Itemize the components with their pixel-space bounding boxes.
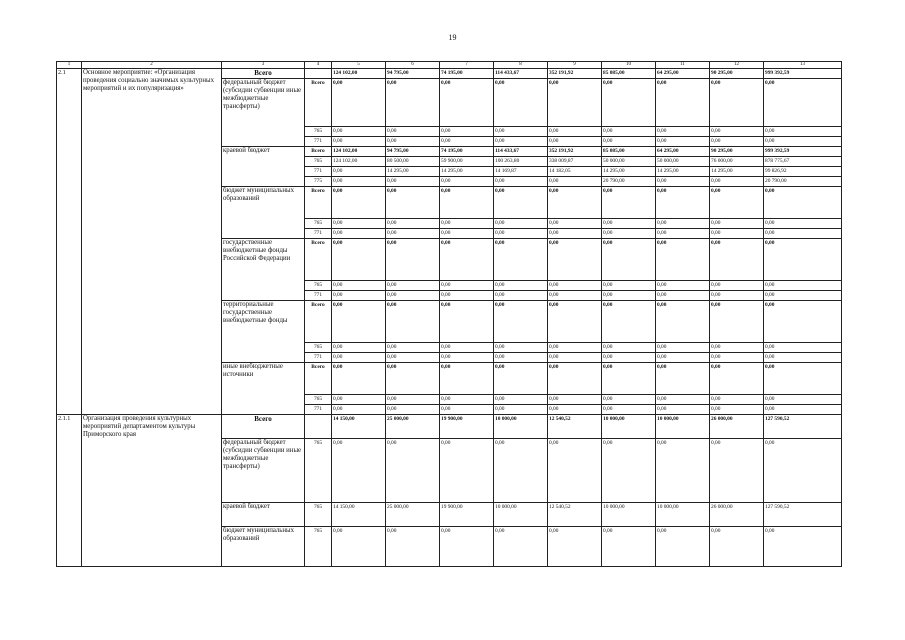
amount-cell: 0,00: [602, 229, 656, 239]
amount-cell: 0,00: [710, 137, 764, 147]
amount-cell: 0,00: [494, 79, 548, 127]
amount-cell: 352 191,92: [548, 147, 602, 157]
amount-cell: 0,00: [332, 187, 386, 219]
amount-cell: 0,00: [332, 229, 386, 239]
amount-cell: 0,00: [548, 281, 602, 291]
budget-code-cell: 771: [305, 291, 332, 301]
amount-cell: 0,00: [656, 291, 710, 301]
amount-cell: 0,00: [440, 229, 494, 239]
amount-cell: 0,00: [548, 405, 602, 415]
amount-cell: 26 000,00: [710, 415, 764, 439]
amount-cell: 0,00: [386, 281, 440, 291]
amount-cell: 0,00: [494, 239, 548, 281]
amount-cell: 0,00: [386, 239, 440, 281]
amount-cell: 0,00: [440, 219, 494, 229]
budget-code-cell: Всего: [305, 147, 332, 157]
amount-cell: 0,00: [440, 527, 494, 567]
amount-cell: 85 085,00: [602, 69, 656, 79]
amount-cell: 14 295,00: [440, 167, 494, 177]
amount-cell: 0,00: [656, 301, 710, 343]
funding-source-cell: краевой бюджет: [222, 147, 305, 187]
amount-cell: 0,00: [602, 301, 656, 343]
amount-cell: 74 195,00: [440, 69, 494, 79]
amount-cell: 0,00: [440, 281, 494, 291]
amount-cell: 0,00: [764, 353, 842, 363]
budget-code-cell: 765: [305, 157, 332, 167]
event-description-cell: Организация проведения культурных мероприятий департаментом культуры Приморского края: [82, 415, 222, 567]
amount-cell: 14 295,00: [386, 167, 440, 177]
amount-cell: 0,00: [386, 301, 440, 343]
amount-cell: 64 295,00: [656, 69, 710, 79]
amount-cell: 0,00: [494, 177, 548, 187]
column-header: 4: [305, 62, 332, 69]
budget-code-cell: Всего: [305, 79, 332, 127]
amount-cell: 0,00: [602, 405, 656, 415]
amount-cell: 0,00: [332, 127, 386, 137]
amount-cell: 0,00: [548, 187, 602, 219]
funding-source-cell: Всего: [222, 69, 305, 79]
amount-cell: 127 590,52: [764, 503, 842, 527]
amount-cell: 0,00: [548, 127, 602, 137]
amount-cell: 0,00: [710, 439, 764, 503]
amount-cell: 64 295,00: [656, 147, 710, 157]
amount-cell: 338 009,87: [548, 157, 602, 167]
amount-cell: 0,00: [656, 353, 710, 363]
amount-cell: 124 102,00: [332, 147, 386, 157]
budget-code-cell: Всего: [305, 187, 332, 219]
amount-cell: 90 295,00: [710, 69, 764, 79]
amount-cell: 0,00: [440, 405, 494, 415]
event-description-cell: Основное мероприятие: «Организация проведения социально значимых культурных мероприятий и их популяризация»: [82, 69, 222, 415]
amount-cell: 20 790,00: [764, 177, 842, 187]
budget-table: [56, 61, 842, 567]
amount-cell: 0,00: [656, 527, 710, 567]
amount-cell: 0,00: [440, 439, 494, 503]
amount-cell: 0,00: [332, 395, 386, 405]
budget-code-cell: [305, 69, 332, 79]
amount-cell: 10 000,00: [656, 415, 710, 439]
column-header: 9: [548, 62, 602, 69]
amount-cell: 0,00: [440, 137, 494, 147]
column-header: 8: [494, 62, 548, 69]
amount-cell: 0,00: [656, 239, 710, 281]
amount-cell: 26 000,00: [710, 503, 764, 527]
amount-cell: 0,00: [440, 301, 494, 343]
amount-cell: 0,00: [332, 301, 386, 343]
amount-cell: 0,00: [332, 353, 386, 363]
amount-cell: 0,00: [548, 229, 602, 239]
amount-cell: 0,00: [332, 439, 386, 503]
amount-cell: 19 900,00: [440, 503, 494, 527]
budget-code-cell: 771: [305, 353, 332, 363]
amount-cell: 0,00: [440, 187, 494, 219]
amount-cell: 0,00: [494, 137, 548, 147]
amount-cell: 10 000,00: [602, 415, 656, 439]
amount-cell: 14 150,00: [332, 415, 386, 439]
amount-cell: 0,00: [386, 187, 440, 219]
amount-cell: 0,00: [386, 79, 440, 127]
budget-code-cell: 765: [305, 343, 332, 353]
amount-cell: 0,00: [656, 219, 710, 229]
amount-cell: 12 540,52: [548, 415, 602, 439]
amount-cell: 0,00: [602, 281, 656, 291]
amount-cell: 0,00: [764, 301, 842, 343]
funding-source-cell: территориальные государственные внебюджетные фонды: [222, 301, 305, 363]
budget-code-cell: 765: [305, 127, 332, 137]
amount-cell: 0,00: [764, 187, 842, 219]
amount-cell: 0,00: [602, 363, 656, 395]
budget-code-cell: Всего: [305, 239, 332, 281]
column-header: 10: [602, 62, 656, 69]
amount-cell: 127 590,52: [764, 415, 842, 439]
column-header: 1: [57, 62, 82, 69]
amount-cell: 0,00: [602, 439, 656, 503]
amount-cell: 0,00: [602, 127, 656, 137]
amount-cell: 0,00: [656, 137, 710, 147]
amount-cell: 10 000,00: [494, 503, 548, 527]
amount-cell: 20 790,00: [602, 177, 656, 187]
amount-cell: 0,00: [386, 439, 440, 503]
budget-code-cell: 771: [305, 405, 332, 415]
amount-cell: 74 195,00: [440, 147, 494, 157]
amount-cell: 25 000,00: [386, 503, 440, 527]
amount-cell: 0,00: [548, 363, 602, 395]
amount-cell: 0,00: [440, 177, 494, 187]
amount-cell: 0,00: [602, 219, 656, 229]
amount-cell: 19 900,00: [440, 415, 494, 439]
funding-source-cell: иные внебюджетные источники: [222, 363, 305, 415]
funding-source-cell: федеральный бюджет (субсидии субвенции иные межбюджетные трансферты): [222, 439, 305, 503]
amount-cell: 0,00: [710, 219, 764, 229]
amount-cell: 0,00: [494, 527, 548, 567]
funding-source-cell: бюджет муниципальных образований: [222, 187, 305, 239]
amount-cell: 0,00: [764, 127, 842, 137]
funding-source-cell: федеральный бюджет (субсидии субвенции иные межбюджетные трансферты): [222, 79, 305, 147]
amount-cell: 12 540,52: [548, 503, 602, 527]
funding-source-cell: бюджет муниципальных образований: [222, 527, 305, 567]
amount-cell: 0,00: [386, 177, 440, 187]
amount-cell: 0,00: [602, 395, 656, 405]
amount-cell: 10 000,00: [494, 415, 548, 439]
amount-cell: 0,00: [656, 343, 710, 353]
amount-cell: 14 182,05: [548, 167, 602, 177]
amount-cell: 0,00: [494, 395, 548, 405]
budget-code-cell: 771: [305, 137, 332, 147]
column-header: 11: [656, 62, 710, 69]
amount-cell: 0,00: [602, 187, 656, 219]
amount-cell: 0,00: [656, 439, 710, 503]
amount-cell: 0,00: [332, 405, 386, 415]
amount-cell: 0,00: [710, 281, 764, 291]
amount-cell: 0,00: [440, 343, 494, 353]
amount-cell: 0,00: [656, 229, 710, 239]
amount-cell: 352 191,92: [548, 69, 602, 79]
amount-cell: 0,00: [764, 439, 842, 503]
amount-cell: 0,00: [494, 439, 548, 503]
amount-cell: 0,00: [332, 239, 386, 281]
amount-cell: 0,00: [332, 363, 386, 395]
amount-cell: 50 000,00: [602, 157, 656, 167]
amount-cell: 0,00: [386, 291, 440, 301]
amount-cell: 0,00: [494, 405, 548, 415]
amount-cell: 0,00: [386, 405, 440, 415]
amount-cell: 0,00: [386, 527, 440, 567]
amount-cell: 0,00: [764, 363, 842, 395]
amount-cell: 0,00: [440, 395, 494, 405]
amount-cell: 0,00: [332, 343, 386, 353]
budget-code-cell: 765: [305, 439, 332, 503]
amount-cell: 14 295,00: [710, 167, 764, 177]
table-row: [57, 69, 842, 79]
amount-cell: 114 433,67: [494, 69, 548, 79]
amount-cell: 0,00: [710, 239, 764, 281]
amount-cell: 0,00: [764, 229, 842, 239]
amount-cell: 0,00: [440, 363, 494, 395]
amount-cell: 0,00: [710, 229, 764, 239]
amount-cell: 0,00: [494, 127, 548, 137]
amount-cell: 0,00: [764, 281, 842, 291]
amount-cell: 0,00: [710, 405, 764, 415]
amount-cell: 0,00: [332, 167, 386, 177]
column-header: 7: [440, 62, 494, 69]
amount-cell: 99 826,92: [764, 167, 842, 177]
column-header: 5: [332, 62, 386, 69]
amount-cell: 0,00: [332, 137, 386, 147]
amount-cell: 80 500,00: [386, 157, 440, 167]
amount-cell: 0,00: [602, 239, 656, 281]
amount-cell: 59 900,00: [440, 157, 494, 167]
budget-code-cell: 775: [305, 177, 332, 187]
row-number-cell: 2.1.1: [57, 415, 82, 567]
amount-cell: 0,00: [494, 363, 548, 395]
table-row: [57, 415, 842, 439]
amount-cell: 0,00: [710, 343, 764, 353]
amount-cell: 90 295,00: [710, 147, 764, 157]
budget-code-cell: 771: [305, 167, 332, 177]
amount-cell: 76 000,00: [710, 157, 764, 167]
amount-cell: 0,00: [710, 395, 764, 405]
column-header: 3: [222, 62, 305, 69]
amount-cell: 0,00: [494, 353, 548, 363]
amount-cell: 0,00: [656, 281, 710, 291]
amount-cell: 0,00: [386, 219, 440, 229]
amount-cell: 124 102,00: [332, 157, 386, 167]
amount-cell: 0,00: [440, 239, 494, 281]
amount-cell: 0,00: [548, 301, 602, 343]
amount-cell: 50 000,00: [656, 157, 710, 167]
amount-cell: 0,00: [710, 527, 764, 567]
budget-code-cell: 765: [305, 527, 332, 567]
amount-cell: 0,00: [764, 395, 842, 405]
amount-cell: 0,00: [764, 527, 842, 567]
amount-cell: 0,00: [440, 291, 494, 301]
amount-cell: 0,00: [332, 219, 386, 229]
amount-cell: 0,00: [602, 343, 656, 353]
amount-cell: 999 392,59: [764, 69, 842, 79]
amount-cell: 0,00: [494, 291, 548, 301]
amount-cell: 0,00: [440, 127, 494, 137]
amount-cell: 0,00: [764, 137, 842, 147]
column-header: 12: [710, 62, 764, 69]
amount-cell: 124 102,00: [332, 69, 386, 79]
amount-cell: 94 795,00: [386, 69, 440, 79]
amount-cell: 0,00: [332, 177, 386, 187]
page-number: 19: [448, 33, 457, 42]
budget-code-cell: 771: [305, 229, 332, 239]
amount-cell: 0,00: [548, 527, 602, 567]
amount-cell: 0,00: [332, 527, 386, 567]
amount-cell: 0,00: [710, 353, 764, 363]
amount-cell: 0,00: [386, 395, 440, 405]
amount-cell: 0,00: [386, 363, 440, 395]
funding-source-cell: Всего: [222, 415, 305, 439]
amount-cell: 878 775,67: [764, 157, 842, 167]
amount-cell: 0,00: [710, 301, 764, 343]
amount-cell: 0,00: [548, 137, 602, 147]
amount-cell: 0,00: [602, 527, 656, 567]
column-header: 2: [82, 62, 222, 69]
budget-code-cell: 765: [305, 503, 332, 527]
amount-cell: 0,00: [494, 229, 548, 239]
budget-code-cell: 765: [305, 219, 332, 229]
amount-cell: 0,00: [656, 79, 710, 127]
amount-cell: 14 150,00: [332, 503, 386, 527]
amount-cell: 0,00: [386, 137, 440, 147]
amount-cell: 85 085,00: [602, 147, 656, 157]
amount-cell: 10 000,00: [602, 503, 656, 527]
amount-cell: 0,00: [710, 363, 764, 395]
amount-cell: 0,00: [494, 219, 548, 229]
amount-cell: 0,00: [440, 79, 494, 127]
column-header: 6: [386, 62, 440, 69]
amount-cell: 0,00: [548, 79, 602, 127]
amount-cell: 0,00: [386, 229, 440, 239]
amount-cell: 0,00: [710, 127, 764, 137]
amount-cell: 0,00: [764, 405, 842, 415]
budget-code-cell: Всего: [305, 363, 332, 395]
amount-cell: 0,00: [332, 79, 386, 127]
budget-code-cell: [305, 415, 332, 439]
funding-source-cell: государственные внебюджетные фонды Российской Федерации: [222, 239, 305, 301]
amount-cell: 0,00: [656, 127, 710, 137]
amount-cell: 0,00: [332, 281, 386, 291]
amount-cell: 0,00: [494, 343, 548, 353]
amount-cell: 0,00: [440, 353, 494, 363]
amount-cell: 0,00: [656, 405, 710, 415]
amount-cell: 0,00: [710, 291, 764, 301]
amount-cell: 0,00: [602, 137, 656, 147]
amount-cell: 0,00: [602, 79, 656, 127]
amount-cell: 0,00: [548, 439, 602, 503]
amount-cell: 0,00: [764, 343, 842, 353]
amount-cell: 0,00: [710, 177, 764, 187]
budget-code-cell: 765: [305, 395, 332, 405]
amount-cell: 999 392,59: [764, 147, 842, 157]
funding-source-cell: краевой бюджет: [222, 503, 305, 527]
amount-cell: 0,00: [548, 395, 602, 405]
amount-cell: 0,00: [764, 239, 842, 281]
amount-cell: 0,00: [548, 177, 602, 187]
column-header: 13: [764, 62, 842, 69]
amount-cell: 0,00: [332, 291, 386, 301]
amount-cell: 0,00: [386, 127, 440, 137]
amount-cell: 0,00: [602, 353, 656, 363]
amount-cell: 0,00: [494, 301, 548, 343]
amount-cell: 0,00: [548, 219, 602, 229]
amount-cell: 14 169,87: [494, 167, 548, 177]
amount-cell: 0,00: [656, 187, 710, 219]
amount-cell: 0,00: [656, 363, 710, 395]
amount-cell: 0,00: [602, 291, 656, 301]
amount-cell: 0,00: [548, 291, 602, 301]
amount-cell: 0,00: [764, 219, 842, 229]
amount-cell: 0,00: [710, 187, 764, 219]
amount-cell: 14 295,00: [602, 167, 656, 177]
amount-cell: 0,00: [548, 343, 602, 353]
amount-cell: 0,00: [494, 187, 548, 219]
amount-cell: 94 795,00: [386, 147, 440, 157]
amount-cell: 0,00: [386, 353, 440, 363]
amount-cell: 0,00: [548, 239, 602, 281]
amount-cell: 114 433,67: [494, 147, 548, 157]
amount-cell: 14 295,00: [656, 167, 710, 177]
table-header-row: [57, 62, 842, 69]
amount-cell: 0,00: [710, 79, 764, 127]
amount-cell: 0,00: [656, 395, 710, 405]
row-number-cell: 2.1: [57, 69, 82, 415]
table-body: [57, 69, 842, 567]
budget-code-cell: Всего: [305, 301, 332, 343]
amount-cell: 0,00: [656, 177, 710, 187]
amount-cell: 0,00: [494, 281, 548, 291]
amount-cell: 0,00: [548, 353, 602, 363]
amount-cell: 25 000,00: [386, 415, 440, 439]
amount-cell: 0,00: [764, 79, 842, 127]
amount-cell: 10 000,00: [656, 503, 710, 527]
amount-cell: 0,00: [386, 343, 440, 353]
amount-cell: 0,00: [764, 291, 842, 301]
budget-code-cell: 765: [305, 281, 332, 291]
amount-cell: 100 263,80: [494, 157, 548, 167]
